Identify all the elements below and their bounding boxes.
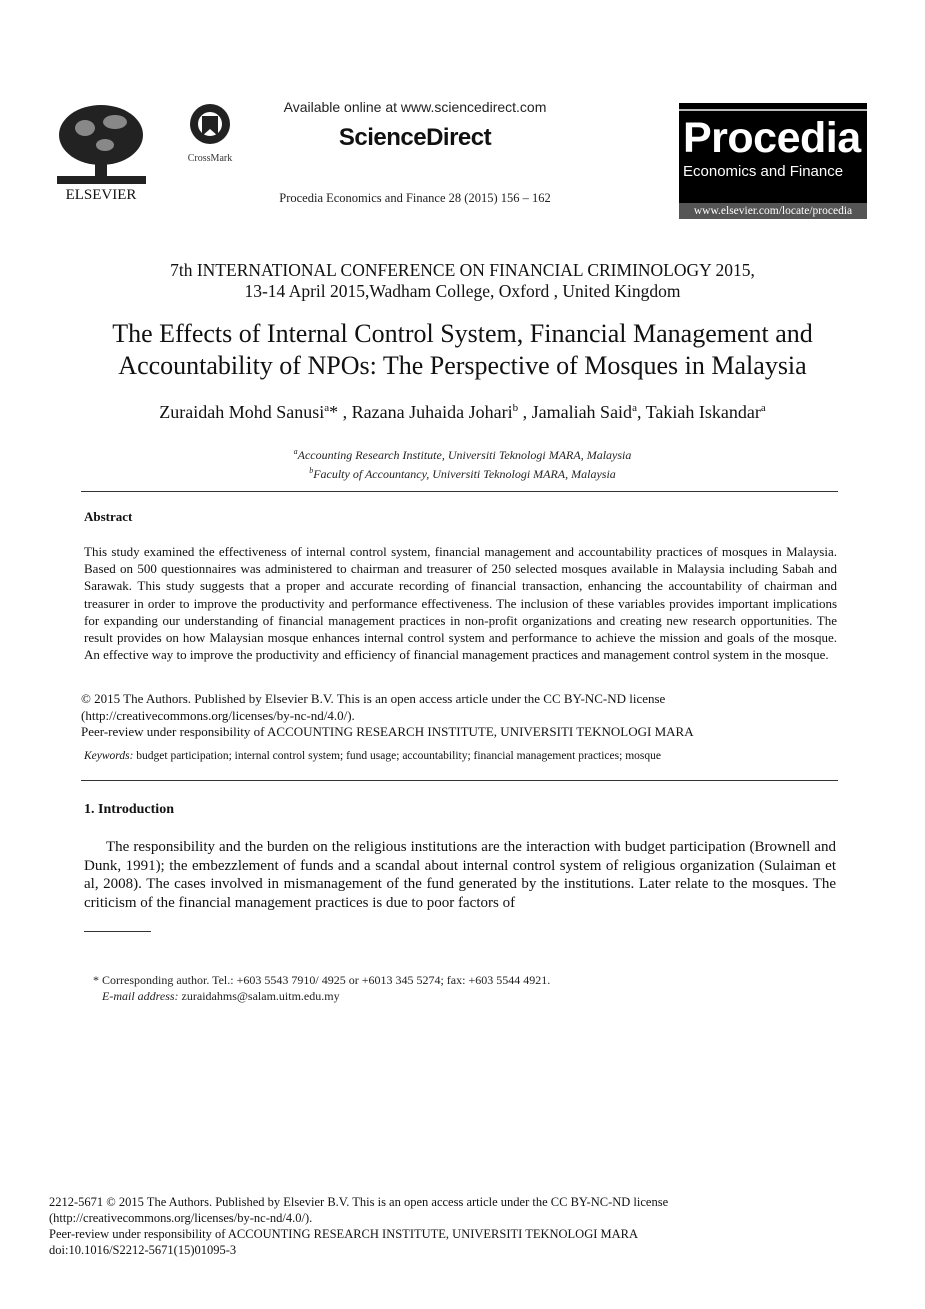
conference-heading [60,260,865,302]
elsevier-logo [55,100,148,202]
journal-citation: Procedia Economics and Finance 28 (2015) 156 – 162 [279,191,551,205]
available-online-text[interactable]: Available online at www.sciencedirect.com [283,99,547,115]
license-line-1: © 2015 The Authors. Published by Elsevier B.V. This is an open access article under the CC BY-NC-ND license [81,691,666,706]
paper-title-line-2: Accountability of NPOs: The Perspective of Mosques in Malaysia [118,351,807,380]
license-block [81,691,838,741]
author-separator: , [518,402,528,422]
introduction-body: The responsibility and the burden on the religious institutions are the interaction with budget participation (Brownell and Dunk, 1991); the embezzlement of funds and a scandal about internal control system of religious organization (Sulaiman et al, 2008). The cases involved in mismanagement of the fund generated by the institutions. Later relate to the mosques. The criticism of the financial management practices is due to poor factors of [84,839,836,911]
author-separator: * , [329,402,348,422]
keywords-label: Keywords: [84,750,134,762]
license-line-3: Peer-review under responsibility of ACCOUNTING RESEARCH INSTITUTE, UNIVERSITI TEKNOLOGI MARA [81,724,694,739]
introduction-heading: 1. Introduction [84,802,174,817]
procedia-title: Procedia [683,114,861,162]
conference-line-2: 13-14 April 2015,Wadham College, Oxford , United Kingdom [244,281,681,301]
footer-license-link[interactable]: (http://creativecommons.org/licenses/by-nc-nd/4.0/). [49,1211,313,1225]
crossmark-badge[interactable] [180,102,240,164]
author-affil-sup: a [324,402,330,414]
email-address[interactable]: zuraidahms@salam.uitm.edu.my [181,989,340,1003]
affiliations [60,444,865,482]
divider-bottom [81,780,838,781]
paper-title-line-1: The Effects of Internal Control System, Financial Management and [112,319,813,348]
paper-title [60,318,865,382]
footer-doi[interactable]: doi:10.1016/S2212-5671(15)01095-3 [49,1243,237,1257]
author-name: Zuraidah Mohd Sanusi [159,402,325,422]
affiliation-text: Accounting Research Institute, Universiti Teknologi MARA, Malaysia [297,448,632,462]
author-name: Jamaliah Said [531,402,633,422]
crossmark-icon [188,102,232,146]
author-name: Razana Juhaida Johari [351,402,513,422]
abstract-body: This study examined the effectiveness of internal control system, financial management and accountability practices of mosques in Malaysia. Based on 500 questionnaires was administered to chairman and treasurer of 250 selected mosques available in Malaysia including Sabah and Sarawak. This study suggests that a proper and accurate recording of financial transaction, enhancing the accountability of chairman and treasurer in order to improve the productivity and performance effectiveness. The inclusion of these variables provides important implications for expanding our understanding of financial management practices in non-profit organizations and creating new research opportunities. The result provides on how Malaysian mosque enhances internal control system and performance to achieve the mission and goals of the mosque. An effective way to improve the productivity and efficiency of financial management practices and management control system in the mosque. [84,544,837,663]
procedia-rule [679,109,867,111]
elsevier-tree-icon [55,100,148,202]
footnote-rule [84,931,151,932]
procedia-subtitle: Economics and Finance [683,163,844,180]
author-separator: , [636,402,642,422]
footer-issn-license: 2212-5671 © 2015 The Authors. Published by Elsevier B.V. This is an open access article under the CC BY-NC-ND license [49,1195,669,1209]
email-line [93,988,833,1004]
footnote [93,972,833,1004]
sciencedirect-logo[interactable]: ScienceDirect [338,124,492,151]
author-name: Takiah Iskandar [645,402,761,422]
author-list [60,402,865,423]
procedia-url[interactable]: www.elsevier.com/locate/procedia [679,203,867,219]
conference-line-1: 7th INTERNATIONAL CONFERENCE ON FINANCIAL CRIMINOLOGY 2015, [170,260,755,280]
footer-peer-review: Peer-review under responsibility of ACCOUNTING RESEARCH INSTITUTE, UNIVERSITI TEKNOLOGI MARA [49,1227,639,1241]
license-link[interactable]: (http://creativecommons.org/licenses/by-nc-nd/4.0/). [81,707,355,723]
affiliation-a [60,444,865,463]
elsevier-wordmark: ELSEVIER [65,187,137,202]
abstract-heading: Abstract [84,509,133,524]
email-label: E-mail address: [102,989,179,1003]
corresponding-author: * Corresponding author. Tel.: +603 5543 7910/ 4925 or +6013 345 5274; fax: +603 5544 4921. [93,973,551,987]
affiliation-sup: b [309,466,314,475]
page-footer [49,1194,869,1258]
affiliation-b [60,463,865,482]
affiliation-sup: a [293,447,298,456]
keywords [84,750,837,762]
author-affil-sup: a [632,402,637,414]
crossmark-label: CrossMark [187,153,233,164]
affiliation-text: Faculty of Accountancy, Universiti Teknologi MARA, Malaysia [313,467,616,481]
procedia-cover[interactable] [679,103,867,219]
divider-top [81,491,838,492]
author-affil-sup: b [512,402,519,414]
keywords-list: budget participation; internal control system; fund usage; accountability; financial management practices; mosque [136,750,661,762]
author-affil-sup: a [760,402,766,414]
